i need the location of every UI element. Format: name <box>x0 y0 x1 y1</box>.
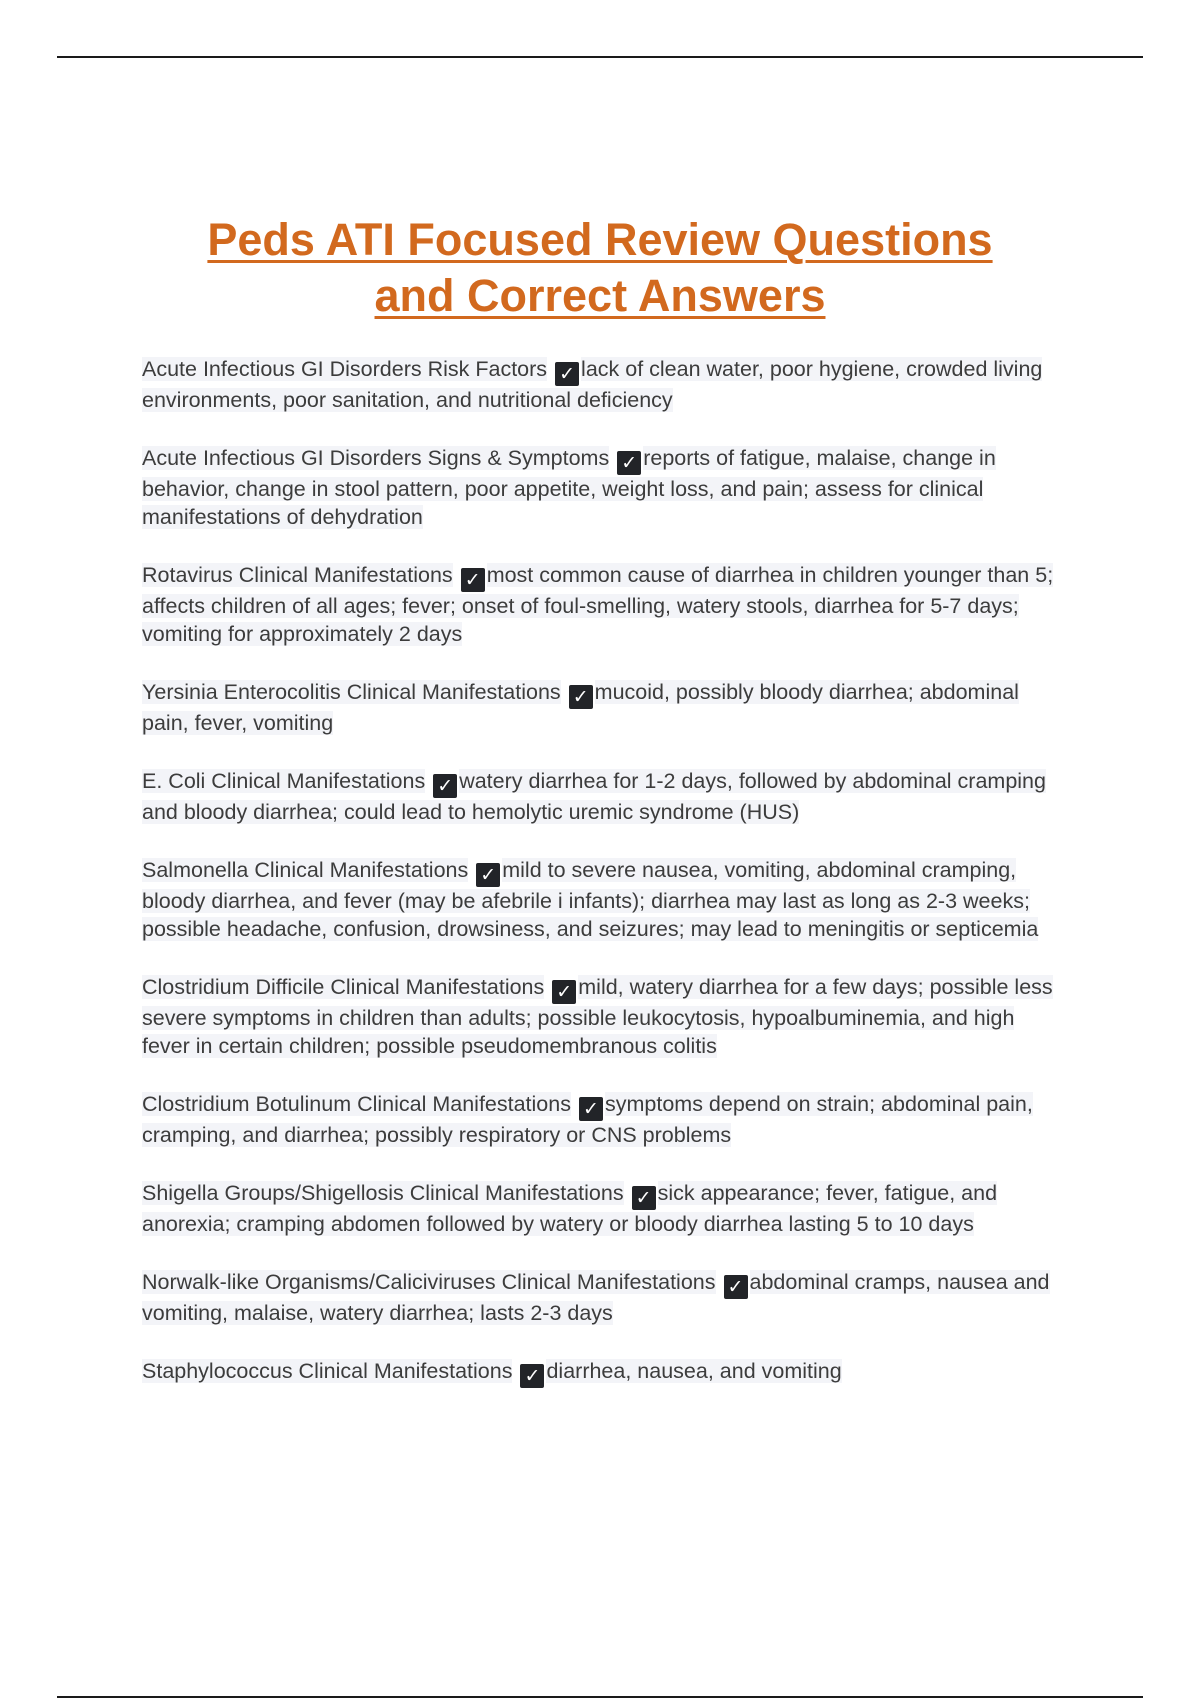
qa-answer: mucoid, possibly bloody diarrhea; abdominal pain, fever, vomiting <box>142 680 1019 735</box>
qa-entry <box>142 355 1062 414</box>
checkmark-icon: ✓ <box>461 568 485 592</box>
qa-term: E. Coli Clinical Manifestations <box>142 769 426 793</box>
checkmark-icon: ✓ <box>724 1275 748 1299</box>
qa-entry <box>142 1090 1062 1149</box>
checkmark-icon: ✓ <box>433 774 457 798</box>
qa-entry <box>142 444 1062 531</box>
checkmark-icon: ✓ <box>476 863 500 887</box>
qa-entry <box>142 678 1062 737</box>
bottom-rule <box>57 1696 1143 1698</box>
qa-answer: reports of fatigue, malaise, change in behavior, change in stool pattern, poor appetite, weight loss, and pain; assess for clinical manifestations of dehydration <box>142 446 996 529</box>
qa-entry <box>142 561 1062 648</box>
qa-answer: mild, watery diarrhea for a few days; possible less severe symptoms in children than adults; possible leukocytosis, hypoalbuminemia, and high fever in certain children; possible pseudomembranous colitis <box>142 975 1053 1058</box>
qa-answer: diarrhea, nausea, and vomiting <box>546 1359 842 1383</box>
checkmark-icon: ✓ <box>569 685 593 709</box>
qa-answer: watery diarrhea for 1-2 days, followed by abdominal cramping and bloody diarrhea; could lead to hemolytic uremic syndrome (HUS) <box>142 769 1046 824</box>
qa-entry <box>142 1179 1062 1238</box>
title-line-1: Peds ATI Focused Review Questions <box>207 214 993 265</box>
checkmark-icon: ✓ <box>632 1186 656 1210</box>
qa-term: Clostridium Botulinum Clinical Manifestations <box>142 1092 571 1116</box>
document-title <box>0 212 1200 324</box>
qa-term: Acute Infectious GI Disorders Risk Factors <box>142 357 548 381</box>
checkmark-icon: ✓ <box>555 362 579 386</box>
qa-answer: symptoms depend on strain; abdominal pain, cramping, and diarrhea; possibly respiratory or CNS problems <box>142 1092 1033 1147</box>
qa-entry <box>142 856 1062 943</box>
qa-answer: mild to severe nausea, vomiting, abdominal cramping, bloody diarrhea, and fever (may be afebrile i infants); diarrhea may last as long as 2-3 weeks; possible headache, confusion, drowsiness, and seizures; may lead to meningitis or septicemia <box>142 858 1039 941</box>
qa-answer: most common cause of diarrhea in children younger than 5; affects children of all ages; fever; onset of foul-smelling, watery stools, diarrhea for 5-7 days; vomiting for approximately 2 days <box>142 563 1054 646</box>
qa-term: Yersinia Enterocolitis Clinical Manifestations <box>142 680 561 704</box>
qa-term: Shigella Groups/Shigellosis Clinical Manifestations <box>142 1181 624 1205</box>
qa-entry <box>142 1357 1062 1388</box>
qa-answer: sick appearance; fever, fatigue, and anorexia; cramping abdomen followed by watery or bloody diarrhea lasting 5 to 10 days <box>142 1181 998 1236</box>
qa-term: Acute Infectious GI Disorders Signs & Symptoms <box>142 446 610 470</box>
qa-term: Clostridium Difficile Clinical Manifestations <box>142 975 545 999</box>
qa-term: Norwalk-like Organisms/Caliciviruses Clinical Manifestations <box>142 1270 716 1294</box>
qa-entry <box>142 973 1062 1060</box>
qa-term: Salmonella Clinical Manifestations <box>142 858 469 882</box>
title-line-2: and Correct Answers <box>374 270 826 321</box>
checkmark-icon: ✓ <box>552 980 576 1004</box>
checkmark-icon: ✓ <box>617 451 641 475</box>
qa-list <box>142 355 1062 1418</box>
qa-entry <box>142 1268 1062 1327</box>
top-rule <box>57 56 1143 58</box>
qa-answer: abdominal cramps, nausea and vomiting, malaise, watery diarrhea; lasts 2-3 days <box>142 1270 1050 1325</box>
qa-entry <box>142 767 1062 826</box>
qa-term: Rotavirus Clinical Manifestations <box>142 563 453 587</box>
qa-answer: lack of clean water, poor hygiene, crowded living environments, poor sanitation, and nutritional deficiency <box>142 357 1043 412</box>
checkmark-icon: ✓ <box>579 1097 603 1121</box>
qa-term: Staphylococcus Clinical Manifestations <box>142 1359 513 1383</box>
checkmark-icon: ✓ <box>520 1364 544 1388</box>
